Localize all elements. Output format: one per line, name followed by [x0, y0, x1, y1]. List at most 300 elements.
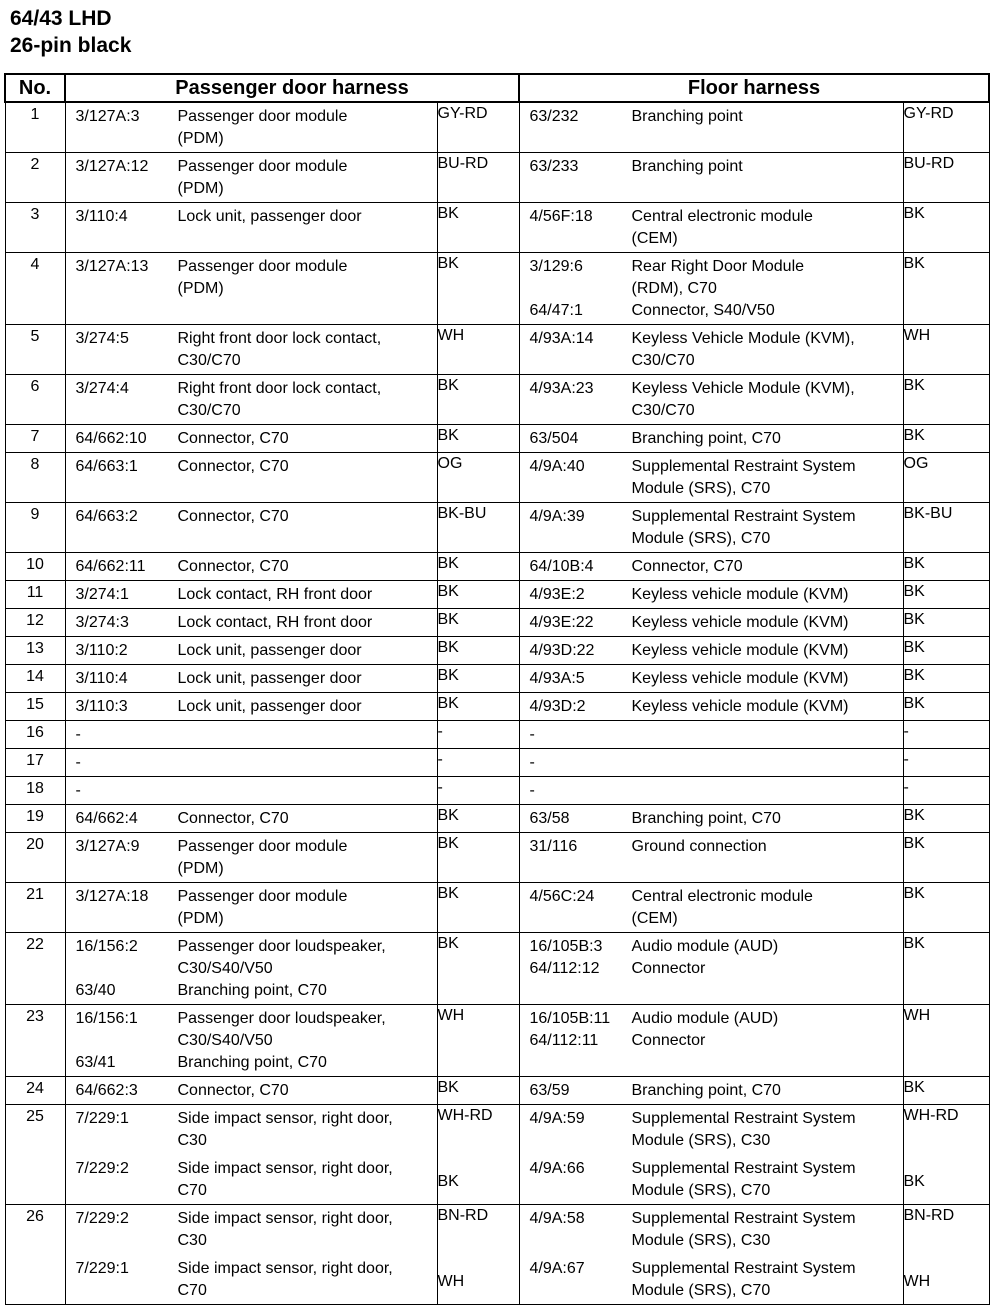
- passenger-component-description: Passenger door module (PDM): [177, 108, 348, 147]
- passenger-harness-cell: [65, 1205, 437, 1305]
- passenger-entries: [66, 375, 437, 424]
- floor-wire-color: BK: [903, 933, 989, 1005]
- floor-component-description: Branching point, C70: [631, 1082, 781, 1099]
- floor-component-description: Supplemental Restraint System Module (SRS), C30: [631, 1210, 856, 1249]
- floor-harness-cell: [519, 153, 903, 203]
- passenger-component-code: 3/127A:9: [75, 838, 140, 855]
- floor-entries: [520, 103, 903, 130]
- floor-entries: [520, 749, 903, 776]
- passenger-entries: [66, 203, 437, 230]
- floor-component-code: 3/129:6 64/47:1: [529, 258, 583, 319]
- passenger-component-code: 64/663:2: [75, 508, 138, 525]
- floor-entry: [520, 428, 903, 450]
- pin-number: 3: [5, 203, 65, 253]
- passenger-component-code: 7/229:2: [75, 1160, 129, 1177]
- passenger-entries: [66, 933, 437, 1004]
- floor-component-code: 16/105B:11 64/112:11: [529, 1010, 611, 1049]
- passenger-entry: [66, 378, 437, 422]
- passenger-entry: [66, 1208, 437, 1252]
- passenger-component-code: 3/274:1: [75, 586, 129, 603]
- passenger-component-description: Lock unit, passenger door: [177, 670, 362, 687]
- table-row: [5, 453, 989, 503]
- passenger-entry: [66, 1158, 437, 1202]
- table-row: [5, 1005, 989, 1077]
- passenger-entry: [66, 886, 437, 930]
- passenger-component-code: 3/274:5: [75, 330, 129, 347]
- pin-number: 20: [5, 833, 65, 883]
- passenger-wire-color: BK-BU: [437, 503, 519, 553]
- floor-component-code: 63/58: [529, 810, 570, 827]
- passenger-wire-color: BK: [437, 581, 519, 609]
- pin-number: 10: [5, 553, 65, 581]
- floor-component-description: Connector, C70: [631, 558, 743, 575]
- passenger-entries: [66, 805, 437, 832]
- floor-entry: [520, 1008, 903, 1052]
- floor-component-description: Central electronic module (CEM): [631, 888, 813, 927]
- table-row: [5, 375, 989, 425]
- floor-component-code: 63/504: [529, 430, 579, 447]
- floor-harness-cell: [519, 503, 903, 553]
- passenger-component-code: 3/274:3: [75, 614, 129, 631]
- passenger-harness-cell: [65, 553, 437, 581]
- floor-component-code: -: [529, 782, 535, 799]
- table-row: [5, 777, 989, 805]
- floor-component-code: 4/93A:14: [529, 330, 594, 347]
- floor-harness-cell: [519, 693, 903, 721]
- passenger-component-description: Lock contact, RH front door: [177, 614, 373, 631]
- passenger-wire-color: WH: [437, 1005, 519, 1077]
- passenger-wire-color: -: [437, 777, 519, 805]
- floor-component-code: -: [529, 726, 535, 743]
- floor-entry: [520, 456, 903, 500]
- table-row: [5, 153, 989, 203]
- floor-component-description: Supplemental Restraint System Module (SRS), C70: [631, 1160, 856, 1199]
- floor-component-code: 31/116: [529, 838, 578, 855]
- passenger-component-description: Side impact sensor, right door, C30: [177, 1210, 393, 1249]
- floor-component-description: Supplemental Restraint System Module (SRS), C30: [631, 1110, 856, 1149]
- floor-component-description: Keyless vehicle module (KVM): [631, 642, 849, 659]
- floor-entries: [520, 833, 903, 860]
- floor-component-code: 63/233: [529, 158, 579, 175]
- table-header-row: [5, 74, 989, 102]
- floor-entry: [520, 640, 903, 662]
- floor-harness-cell: [519, 777, 903, 805]
- passenger-wire-color: BK: [437, 665, 519, 693]
- table-row: [5, 933, 989, 1005]
- passenger-wire-color: BK: [437, 637, 519, 665]
- passenger-harness-cell: [65, 933, 437, 1005]
- passenger-entry: [66, 668, 437, 690]
- floor-wire-color: WH-RD BK: [903, 1105, 989, 1205]
- floor-wire-color: GY-RD: [903, 102, 989, 153]
- floor-entry: [520, 886, 903, 930]
- passenger-entry: [66, 936, 437, 1002]
- passenger-entry: [66, 780, 437, 802]
- floor-wire-color: BK: [903, 665, 989, 693]
- passenger-entry: [66, 752, 437, 774]
- passenger-entries: [66, 553, 437, 580]
- pin-number: 13: [5, 637, 65, 665]
- passenger-wire-color: OG: [437, 453, 519, 503]
- floor-entries: [520, 721, 903, 748]
- floor-component-description: Branching point: [631, 158, 743, 175]
- passenger-component-description: Right front door lock contact, C30/C70: [177, 380, 382, 419]
- pin-number: 15: [5, 693, 65, 721]
- passenger-component-description: Connector, C70: [177, 430, 289, 447]
- floor-wire-color: -: [903, 749, 989, 777]
- passenger-wire-color: WH: [437, 325, 519, 375]
- floor-component-code: 4/9A:66: [529, 1160, 585, 1177]
- passenger-entry: [66, 1258, 437, 1302]
- passenger-component-code: 3/110:4: [75, 670, 128, 687]
- table-row: [5, 102, 989, 153]
- passenger-entries: [66, 503, 437, 530]
- floor-entries: [520, 253, 903, 324]
- floor-entries: [520, 805, 903, 832]
- passenger-component-code: 3/274:4: [75, 380, 129, 397]
- floor-component-code: 4/93A:5: [529, 670, 585, 687]
- passenger-wire-color: BK: [437, 933, 519, 1005]
- floor-component-code: 64/10B:4: [529, 558, 594, 575]
- floor-harness-cell: [519, 1205, 903, 1305]
- floor-harness-cell: [519, 325, 903, 375]
- passenger-entries: [66, 1205, 437, 1304]
- passenger-wire-color: WH-RD BK: [437, 1105, 519, 1205]
- passenger-component-description: Side impact sensor, right door, C30: [177, 1110, 393, 1149]
- floor-entries: [520, 203, 903, 252]
- floor-harness-cell: [519, 203, 903, 253]
- pin-number: 11: [5, 581, 65, 609]
- passenger-component-description: Lock unit, passenger door: [177, 642, 362, 659]
- passenger-component-code: 3/127A:12: [75, 158, 149, 175]
- passenger-wire-color: BK: [437, 833, 519, 883]
- floor-component-code: 4/9A:67: [529, 1260, 585, 1277]
- passenger-harness-cell: [65, 833, 437, 883]
- passenger-component-description: Passenger door module (PDM): [177, 888, 348, 927]
- passenger-component-code: 16/156:2 63/40: [75, 938, 138, 999]
- pin-number: 22: [5, 933, 65, 1005]
- passenger-component-code: 3/127A:18: [75, 888, 149, 905]
- passenger-entries: [66, 665, 437, 692]
- passenger-entry: [66, 724, 437, 746]
- floor-component-code: 63/232: [529, 108, 579, 125]
- table-row: [5, 637, 989, 665]
- passenger-entry: [66, 106, 437, 150]
- floor-wire-color: OG: [903, 453, 989, 503]
- floor-component-code: 4/9A:40: [529, 458, 585, 475]
- pin-number: 24: [5, 1077, 65, 1105]
- passenger-harness-cell: [65, 153, 437, 203]
- floor-component-description: Keyless vehicle module (KVM): [631, 670, 849, 687]
- floor-component-code: 4/9A:59: [529, 1110, 585, 1127]
- passenger-wire-color: BK: [437, 883, 519, 933]
- passenger-entry: [66, 1080, 437, 1102]
- table-row: [5, 503, 989, 553]
- passenger-entries: [66, 609, 437, 636]
- passenger-component-code: 3/110:3: [75, 698, 128, 715]
- table-body: [5, 102, 989, 1305]
- floor-harness-cell: [519, 805, 903, 833]
- floor-entry: [520, 696, 903, 718]
- passenger-component-code: -: [75, 754, 81, 771]
- floor-wire-color: WH: [903, 1005, 989, 1077]
- floor-component-code: -: [529, 754, 535, 771]
- passenger-component-code: 64/662:4: [75, 810, 138, 827]
- table-row: [5, 833, 989, 883]
- floor-component-description: Branching point, C70: [631, 430, 781, 447]
- passenger-component-code: 7/229:2: [75, 1210, 129, 1227]
- floor-harness-cell: [519, 637, 903, 665]
- passenger-harness-cell: [65, 102, 437, 153]
- passenger-wire-color: BK: [437, 693, 519, 721]
- floor-entry: [520, 724, 903, 746]
- floor-entry: [520, 1108, 903, 1152]
- floor-entries: [520, 777, 903, 804]
- passenger-harness-cell: [65, 425, 437, 453]
- pin-number: 18: [5, 777, 65, 805]
- floor-harness-cell: [519, 1105, 903, 1205]
- floor-harness-cell: [519, 609, 903, 637]
- floor-wire-color: BK: [903, 253, 989, 325]
- passenger-harness-cell: [65, 665, 437, 693]
- floor-harness-cell: [519, 833, 903, 883]
- floor-entries: [520, 503, 903, 552]
- passenger-component-code: -: [75, 782, 81, 799]
- floor-wire-color: BK-BU: [903, 503, 989, 553]
- floor-wire-color: BK: [903, 637, 989, 665]
- floor-wire-color: BK: [903, 833, 989, 883]
- passenger-component-description: Passenger door module (PDM): [177, 258, 348, 297]
- floor-entry: [520, 256, 903, 322]
- passenger-entry: [66, 808, 437, 830]
- floor-component-code: 4/56C:24: [529, 888, 595, 905]
- passenger-wire-color: -: [437, 749, 519, 777]
- table-row: [5, 805, 989, 833]
- floor-entries: [520, 609, 903, 636]
- floor-component-code: 4/93A:23: [529, 380, 594, 397]
- passenger-entry: [66, 506, 437, 528]
- floor-component-code: 4/56F:18: [529, 208, 593, 225]
- passenger-component-description: Connector, C70: [177, 1082, 289, 1099]
- floor-harness-cell: [519, 581, 903, 609]
- table-row: [5, 253, 989, 325]
- passenger-entries: [66, 453, 437, 480]
- passenger-harness-cell: [65, 1077, 437, 1105]
- passenger-entry: [66, 206, 437, 228]
- floor-wire-color: BU-RD: [903, 153, 989, 203]
- floor-entry: [520, 506, 903, 550]
- floor-component-description: Keyless Vehicle Module (KVM), C30/C70: [631, 380, 855, 419]
- passenger-wire-color: GY-RD: [437, 102, 519, 153]
- passenger-component-code: 3/110:4: [75, 208, 128, 225]
- passenger-wire-color: BK: [437, 425, 519, 453]
- pin-number: 2: [5, 153, 65, 203]
- passenger-harness-cell: [65, 1105, 437, 1205]
- passenger-entry: [66, 584, 437, 606]
- floor-wire-color: BK: [903, 375, 989, 425]
- passenger-entry: [66, 456, 437, 478]
- floor-entries: [520, 1005, 903, 1054]
- floor-wire-color: -: [903, 777, 989, 805]
- passenger-component-code: 3/110:2: [75, 642, 128, 659]
- passenger-entry: [66, 836, 437, 880]
- passenger-harness-cell: [65, 749, 437, 777]
- pin-number: 26: [5, 1205, 65, 1305]
- floor-entry: [520, 668, 903, 690]
- pin-number: 8: [5, 453, 65, 503]
- pin-number: 1: [5, 102, 65, 153]
- floor-harness-cell: [519, 721, 903, 749]
- passenger-harness-cell: [65, 253, 437, 325]
- passenger-wire-color: BU-RD: [437, 153, 519, 203]
- passenger-component-description: Side impact sensor, right door, C70: [177, 1260, 393, 1299]
- passenger-harness-cell: [65, 609, 437, 637]
- passenger-harness-cell: [65, 883, 437, 933]
- table-row: [5, 203, 989, 253]
- passenger-entries: [66, 1005, 437, 1076]
- passenger-entry: [66, 428, 437, 450]
- floor-entries: [520, 553, 903, 580]
- floor-entry: [520, 780, 903, 802]
- floor-component-code: 4/93E:2: [529, 586, 585, 603]
- passenger-component-code: 64/663:1: [75, 458, 138, 475]
- passenger-harness-cell: [65, 503, 437, 553]
- floor-entry: [520, 1158, 903, 1202]
- floor-component-description: Ground connection: [631, 838, 767, 855]
- floor-entry: [520, 156, 903, 178]
- passenger-harness-cell: [65, 805, 437, 833]
- passenger-harness-cell: [65, 325, 437, 375]
- table-row: [5, 581, 989, 609]
- passenger-wire-color: BK: [437, 253, 519, 325]
- passenger-harness-cell: [65, 581, 437, 609]
- passenger-wire-color: BK: [437, 553, 519, 581]
- floor-entry: [520, 612, 903, 634]
- floor-harness-cell: [519, 1077, 903, 1105]
- floor-entry: [520, 936, 903, 980]
- floor-component-description: Audio module (AUD) Connector: [631, 938, 779, 977]
- floor-entry: [520, 836, 903, 858]
- passenger-entries: [66, 103, 437, 152]
- floor-component-description: Supplemental Restraint System Module (SRS), C70: [631, 458, 856, 497]
- floor-harness-cell: [519, 883, 903, 933]
- passenger-component-description: Connector, C70: [177, 508, 289, 525]
- passenger-entries: [66, 581, 437, 608]
- passenger-harness-cell: [65, 693, 437, 721]
- floor-entries: [520, 1077, 903, 1104]
- floor-entries: [520, 693, 903, 720]
- floor-entry: [520, 752, 903, 774]
- passenger-component-description: Lock unit, passenger door: [177, 208, 362, 225]
- floor-entry: [520, 556, 903, 578]
- floor-wire-color: WH: [903, 325, 989, 375]
- floor-wire-color: BK: [903, 883, 989, 933]
- passenger-component-code: -: [75, 726, 81, 743]
- pin-number: 19: [5, 805, 65, 833]
- floor-wire-color: BK: [903, 693, 989, 721]
- table-row: [5, 883, 989, 933]
- passenger-harness-cell: [65, 375, 437, 425]
- floor-component-description: Rear Right Door Module (RDM), C70 Connector, S40/V50: [631, 258, 805, 319]
- floor-entries: [520, 453, 903, 502]
- header-floor-harness: Floor harness: [519, 74, 989, 102]
- passenger-component-code: 3/127A:13: [75, 258, 149, 275]
- header-no: No.: [5, 74, 65, 102]
- connector-id: 64/43 LHD: [10, 7, 112, 30]
- floor-harness-cell: [519, 425, 903, 453]
- floor-wire-color: BK: [903, 805, 989, 833]
- floor-harness-cell: [519, 665, 903, 693]
- table-row: [5, 553, 989, 581]
- passenger-component-description: Passenger door loudspeaker, C30/S40/V50 Branching point, C70: [177, 1010, 386, 1071]
- floor-component-description: Keyless vehicle module (KVM): [631, 698, 849, 715]
- passenger-wire-color: BK: [437, 609, 519, 637]
- passenger-component-description: Connector, C70: [177, 458, 289, 475]
- floor-harness-cell: [519, 375, 903, 425]
- floor-entry: [520, 328, 903, 372]
- floor-harness-cell: [519, 749, 903, 777]
- floor-component-description: Branching point, C70: [631, 810, 781, 827]
- passenger-entry: [66, 612, 437, 634]
- floor-component-description: Audio module (AUD) Connector: [631, 1010, 779, 1049]
- passenger-harness-cell: [65, 721, 437, 749]
- table-row: [5, 665, 989, 693]
- floor-component-code: 4/9A:39: [529, 508, 585, 525]
- floor-entry: [520, 1208, 903, 1252]
- floor-component-description: Branching point: [631, 108, 743, 125]
- floor-component-description: Supplemental Restraint System Module (SRS), C70: [631, 508, 856, 547]
- header-passenger-door-harness: Passenger door harness: [65, 74, 519, 102]
- passenger-harness-cell: [65, 453, 437, 503]
- pin-number: 6: [5, 375, 65, 425]
- table-row: [5, 693, 989, 721]
- passenger-wire-color: BK: [437, 1077, 519, 1105]
- passenger-entries: [66, 1077, 437, 1104]
- floor-wire-color: BK: [903, 609, 989, 637]
- floor-entry: [520, 808, 903, 830]
- floor-entries: [520, 637, 903, 664]
- passenger-harness-cell: [65, 777, 437, 805]
- passenger-entry: [66, 1108, 437, 1152]
- table-row: [5, 1077, 989, 1105]
- passenger-entries: [66, 777, 437, 804]
- pin-number: 12: [5, 609, 65, 637]
- floor-component-description: Keyless vehicle module (KVM): [631, 586, 849, 603]
- floor-entry: [520, 1258, 903, 1302]
- table-row: [5, 425, 989, 453]
- passenger-component-code: 64/662:10: [75, 430, 147, 447]
- passenger-entries: [66, 153, 437, 202]
- pin-number: 17: [5, 749, 65, 777]
- passenger-entries: [66, 721, 437, 748]
- pin-number: 4: [5, 253, 65, 325]
- floor-harness-cell: [519, 102, 903, 153]
- passenger-component-description: Passenger door module (PDM): [177, 838, 348, 877]
- passenger-component-description: Connector, C70: [177, 810, 289, 827]
- floor-entries: [520, 1105, 903, 1204]
- floor-harness-cell: [519, 253, 903, 325]
- floor-entries: [520, 375, 903, 424]
- passenger-entries: [66, 693, 437, 720]
- floor-wire-color: BK: [903, 581, 989, 609]
- floor-entry: [520, 106, 903, 128]
- floor-entry: [520, 1080, 903, 1102]
- floor-entry: [520, 378, 903, 422]
- floor-component-description: Supplemental Restraint System Module (SRS), C70: [631, 1260, 856, 1299]
- passenger-wire-color: BK: [437, 805, 519, 833]
- passenger-wire-color: BN-RD WH: [437, 1205, 519, 1305]
- floor-entries: [520, 581, 903, 608]
